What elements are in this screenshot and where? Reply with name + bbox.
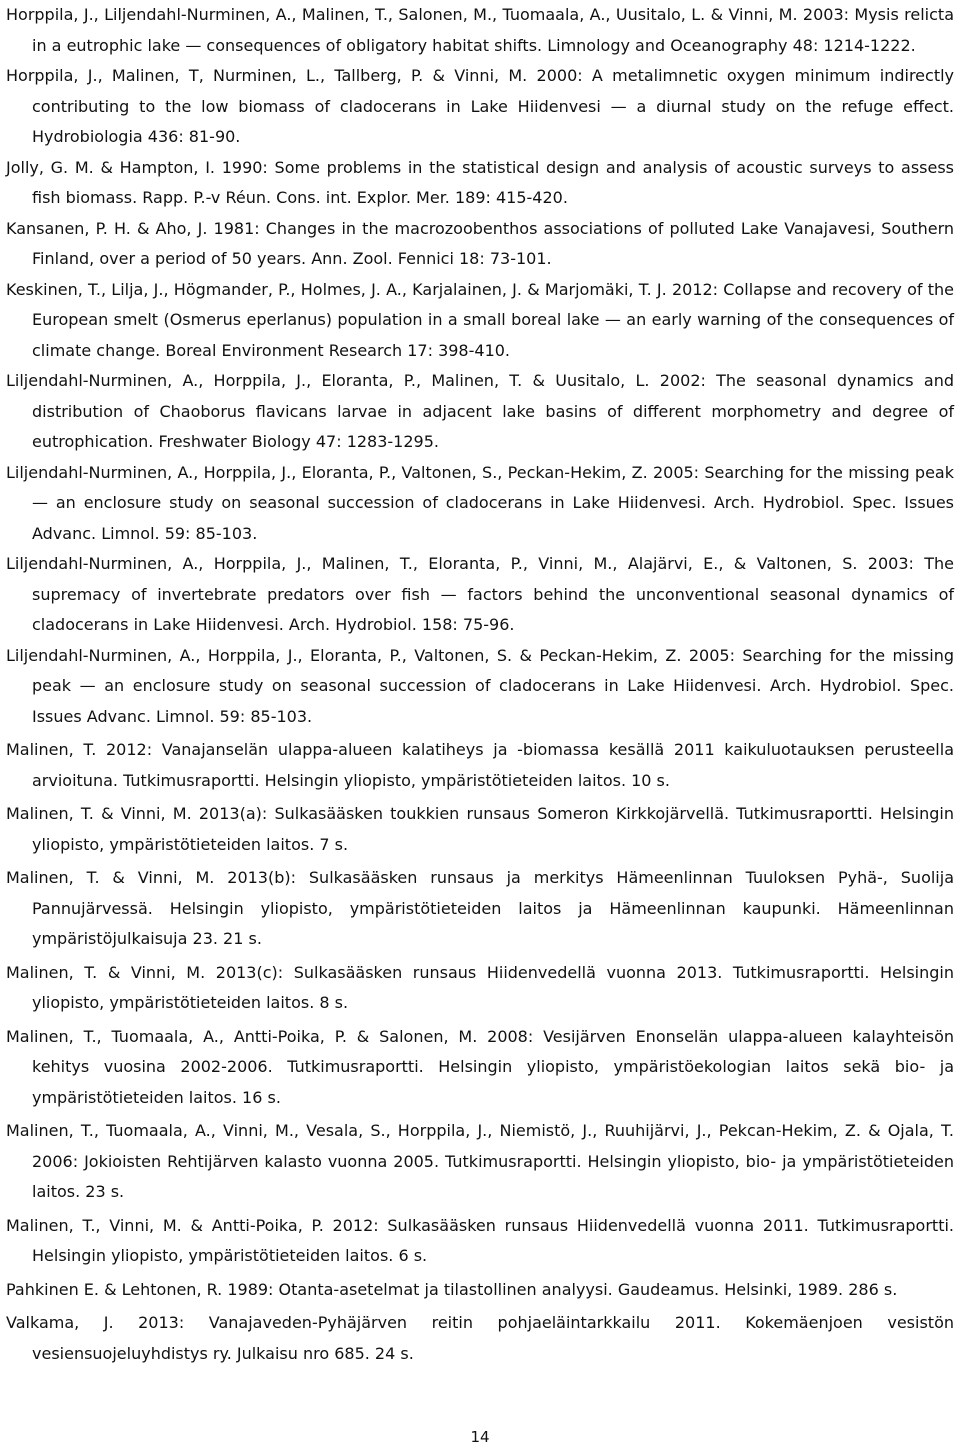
reference-list bbox=[6, 0, 954, 1369]
reference-entry: Jolly, G. M. & Hampton, I. 1990: Some problems in the statistical design and analysis of acoustic surveys to assess fish biomass. Rapp. P.-v Réun. Cons. int. Explor. Mer. 189: 415-420. bbox=[6, 157, 954, 207]
reference-entry: Liljendahl-Nurminen, A., Horppila, J., Malinen, T., Eloranta, P., Vinni, M., Alajärvi, E., & Valtonen, S. 2003: The supremacy of invertebrate predators over fish — factors behind the unconventional seasonal dynamics of cladocerans in Lake Hiidenvesi. Arch. Hydrobiol. 158: 75-96. bbox=[6, 554, 954, 634]
reference-entry: Malinen, T., Tuomaala, A., Antti-Poika, P. & Salonen, M. 2008: Vesijärven Enonselän ulappa-alueen kalayhteisön kehitys vuosina 2002-2006. Tutkimusraportti. Helsingin yliopisto, ympäristöekologian laitos sekä bio- ja ympäristötieteiden laitos. 16 s. bbox=[6, 1026, 954, 1107]
reference-entry: Valkama, J. 2013: Vanajaveden-Pyhäjärven reitin pohjaeläintarkkailu 2011. Kokemäenjoen vesistön vesiensuojeluyhdistys ry. Julkaisu nro 685. 24 s. bbox=[6, 1313, 954, 1363]
reference-entry: Malinen, T. & Vinni, M. 2013(a): Sulkasääsken toukkien runsaus Someron Kirkkojärvellä. Tutkimusraportti. Helsingin yliopisto, ympäristötieteiden laitos. 7 s. bbox=[6, 804, 954, 854]
reference-entry: Malinen, T. & Vinni, M. 2013(c): Sulkasääsken runsaus Hiidenvedellä vuonna 2013. Tutkimusraportti. Helsingin yliopisto, ympäristötieteiden laitos. 8 s. bbox=[6, 962, 954, 1012]
reference-entry: Malinen, T. & Vinni, M. 2013(b): Sulkasääsken runsaus ja merkitys Hämeenlinnan Tuuloksen Pyhä-, Suolija Pannujärvessä. Helsingin yliopisto, ympäristötieteiden laitos ja Hämeenlinnan kaupunki. Hämeenlinnan ympäristöjulkaisuja 23. 21 s. bbox=[6, 868, 954, 948]
reference-entry: Liljendahl-Nurminen, A., Horppila, J., Eloranta, P., Valtonen, S. & Peckan-Hekim, Z. 2005: Searching for the missing peak — an enclosure study on seasonal succession of cladocerans in Lake Hiidenvesi. Arch. Hydrobiol. Spec. Issues Advanc. Limnol. 59: 85-103. bbox=[6, 645, 954, 726]
reference-entry: Horppila, J., Malinen, T, Nurminen, L., Tallberg, P. & Vinni, M. 2000: A metalimnetic oxygen minimum indirectly contributing to the low biomass of cladocerans in Lake Hiidenvesi — a diurnal study on the refuge effect. Hydrobiologia 436: 81-90. bbox=[6, 66, 954, 146]
reference-entry: Horppila, J., Liljendahl-Nurminen, A., Malinen, T., Salonen, M., Tuomaala, A., Uusitalo, L. & Vinni, M. 2003: Mysis relicta in a eutrophic lake — consequences of obligatory habitat shifts. Limnology and Oceanography 48: 1214-1222. bbox=[6, 5, 954, 55]
reference-entry: Malinen, T., Vinni, M. & Antti-Poika, P. 2012: Sulkasääsken runsaus Hiidenvedellä vuonna 2011. Tutkimusraportti. Helsingin yliopisto, ympäristötieteiden laitos. 6 s. bbox=[6, 1215, 954, 1265]
page-number: 14 bbox=[470, 1428, 490, 1446]
reference-entry: Liljendahl-Nurminen, A., Horppila, J., Eloranta, P., Malinen, T. & Uusitalo, L. 2002: The seasonal dynamics and distribution of Chaoborus flavicans larvae in adjacent lake basins of different morphometry and degree of eutrophication. Freshwater Biology 47: 1283-1295. bbox=[6, 371, 954, 451]
reference-entry: Keskinen, T., Lilja, J., Högmander, P., Holmes, J. A., Karjalainen, J. & Marjomäki, T. J. 2012: Collapse and recovery of the European smelt (Osmerus eperlanus) population in a small boreal lake — an early warning of the consequences of climate change. Boreal Environment Research 17: 398-410. bbox=[6, 279, 954, 360]
reference-entry: Pahkinen E. & Lehtonen, R. 1989: Otanta-asetelmat ja tilastollinen analyysi. Gaudeamus. Helsinki, 1989. 286 s. bbox=[6, 1279, 898, 1299]
reference-entry: Malinen, T. 2012: Vanajanselän ulappa-alueen kalatiheys ja -biomassa kesällä 2011 kaikuluotauksen perusteella arvioituna. Tutkimusraportti. Helsingin yliopisto, ympäristötieteiden laitos. 10 s. bbox=[6, 740, 954, 790]
reference-entry: Malinen, T., Tuomaala, A., Vinni, M., Vesala, S., Horppila, J., Niemistö, J., Ruuhijärvi, J., Pekcan-Hekim, Z. & Ojala, T. 2006: Jokioisten Rehtijärven kalasto vuonna 2005. Tutkimusraportti. Helsingin yliopisto, bio- ja ympäristötieteiden laitos. 23 s. bbox=[6, 1121, 954, 1201]
reference-entry: Kansanen, P. H. & Aho, J. 1981: Changes in the macrozoobenthos associations of polluted Lake Vanajavesi, Southern Finland, over a period of 50 years. Ann. Zool. Fennici 18: 73-101. bbox=[6, 218, 954, 268]
reference-entry: Liljendahl-Nurminen, A., Horppila, J., Eloranta, P., Valtonen, S., Peckan-Hekim, Z. 2005: Searching for the missing peak — an enclosure study on seasonal succession of cladocerans in Lake Hiidenvesi. Arch. Hydrobiol. Spec. Issues Advanc. Limnol. 59: 85-103. bbox=[6, 462, 954, 543]
